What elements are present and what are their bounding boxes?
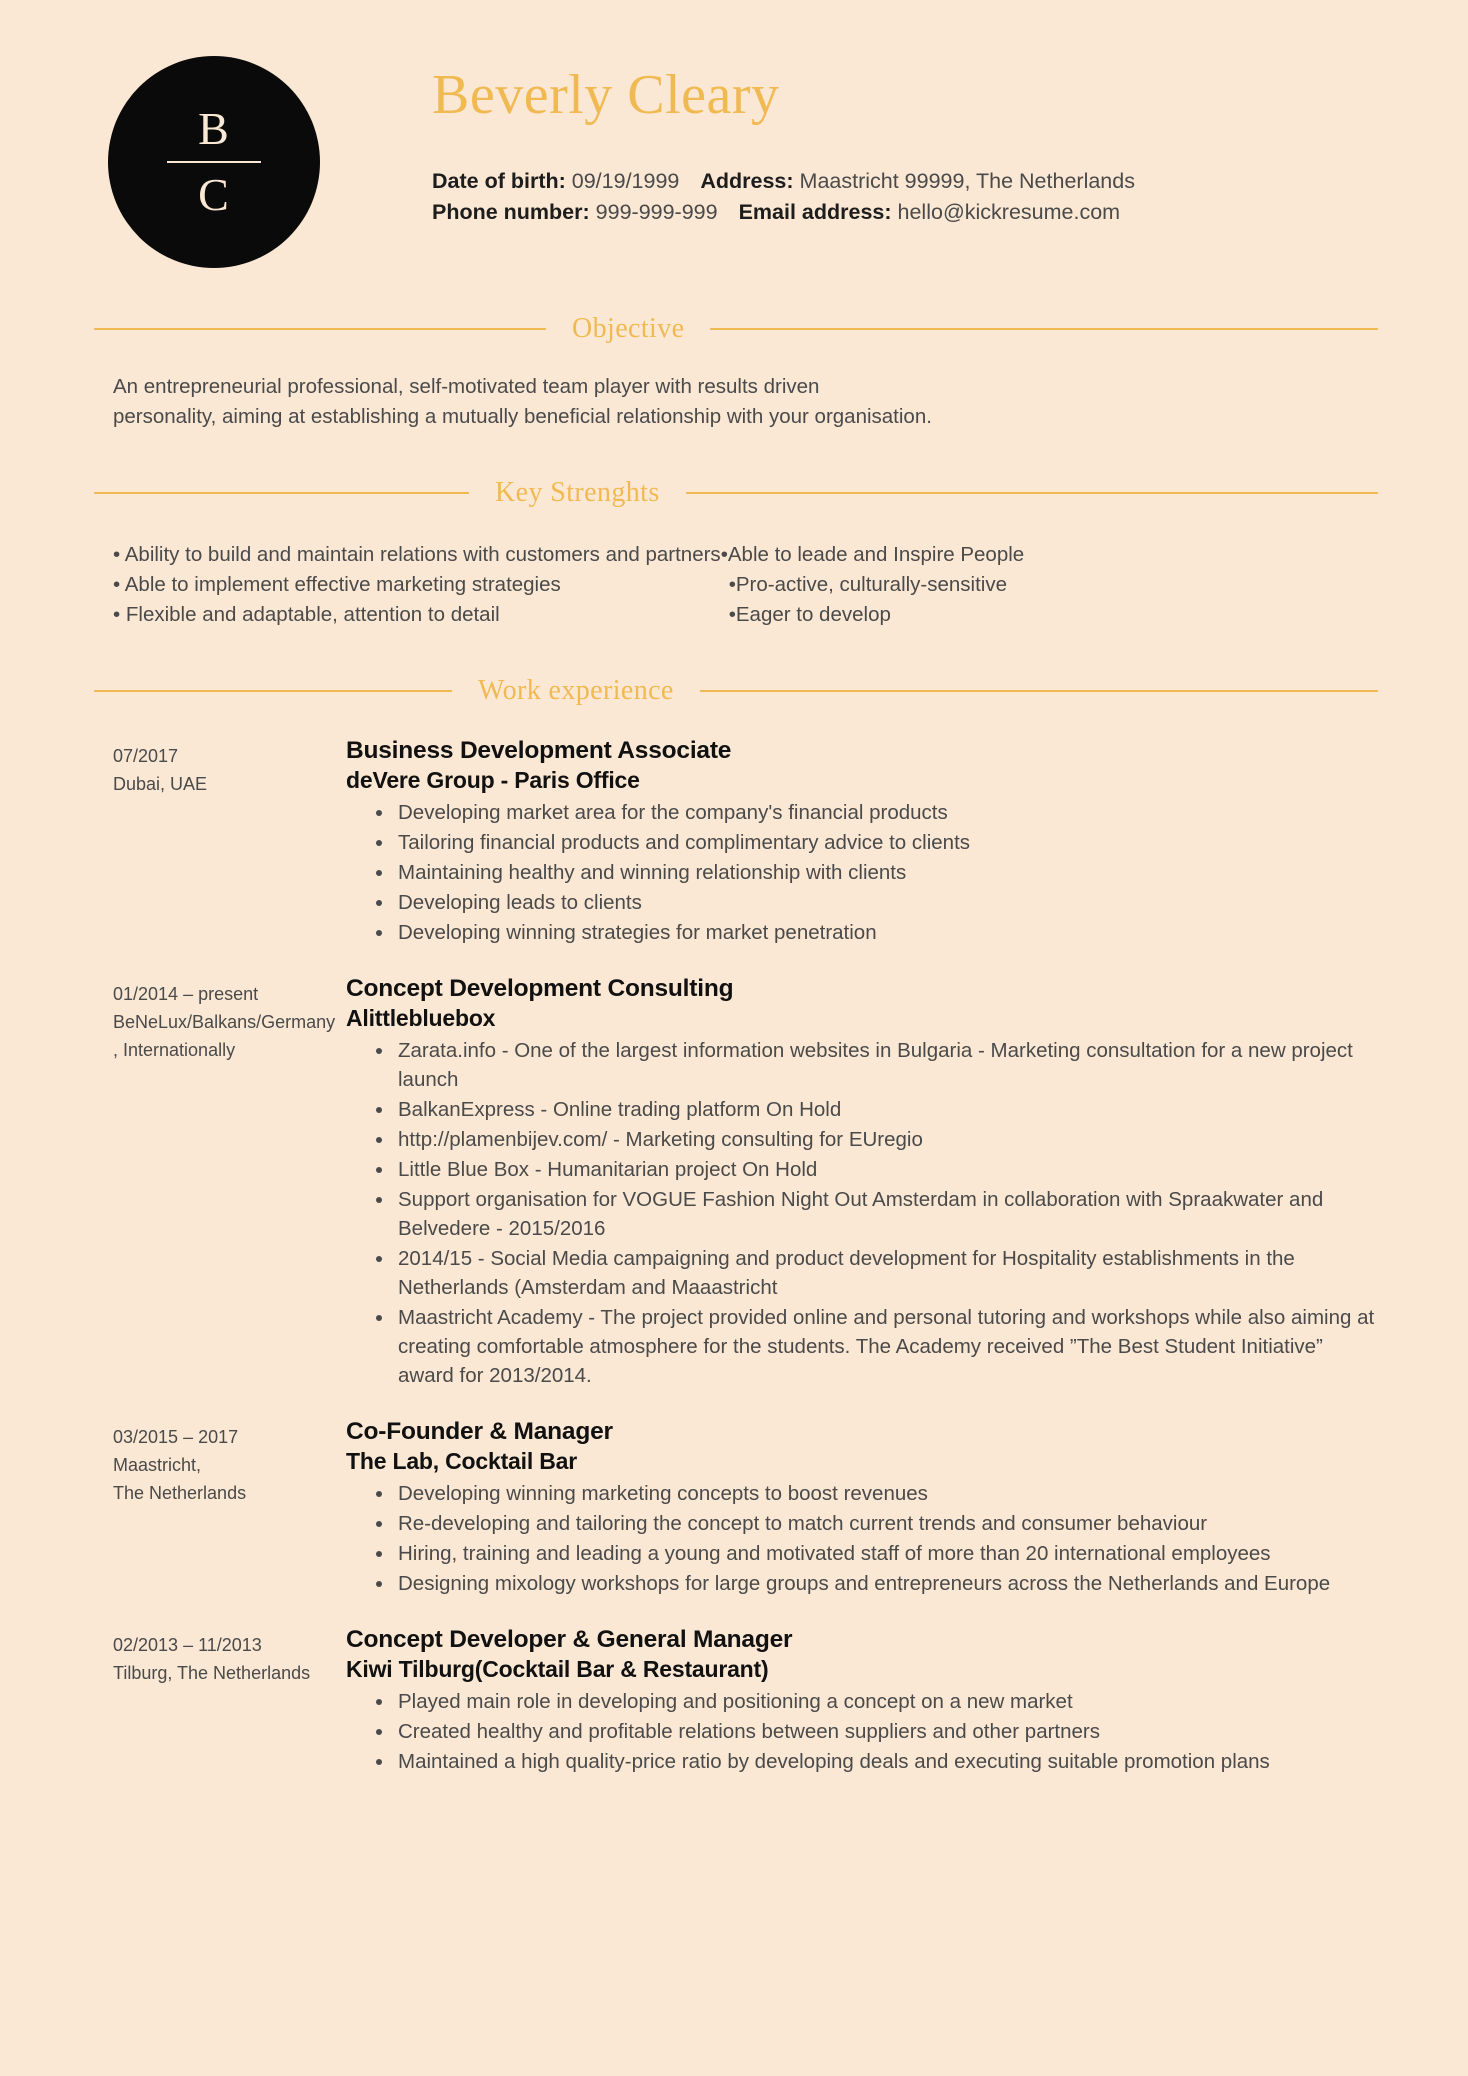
job-bullet-list (346, 1036, 1378, 1390)
key-strengths-column-right (721, 540, 1378, 630)
job-entry (113, 1417, 1378, 1599)
job-bullet: Support organisation for VOGUE Fashion Night Out Amsterdam in collaboration with Spraakwater and Belvedere - 2015/2016 (376, 1185, 1378, 1243)
job-company: The Lab, Cocktail Bar (346, 1448, 577, 1474)
job-bullet: http://plamenbijev.com/ - Marketing consulting for EUregio (376, 1125, 1378, 1154)
job-bullet: Hiring, training and leading a young and motivated staff of more than 20 international employees (376, 1539, 1378, 1568)
job-body (346, 736, 1378, 948)
objective-line-2: personality, aiming at establishing a mutually beneficial relationship with your organisation. (113, 405, 932, 428)
job-title: Co-Founder & Manager (346, 1418, 613, 1445)
job-location-line-2: The Netherlands (113, 1483, 247, 1503)
heading-rule-left (94, 690, 452, 692)
job-bullet: Developing winning strategies for market penetration (376, 918, 1378, 947)
job-location-line-1: Tilburg, The Netherlands (113, 1663, 311, 1683)
job-bullet: Developing leads to clients (376, 888, 1378, 917)
job-bullet: 2014/15 - Social Media campaigning and product development for Hospitality establishments in the Netherlands (Amsterdam and Maaastricht (376, 1244, 1378, 1302)
objective-body (0, 344, 1468, 432)
job-date: 03/2015 – 2017 (113, 1427, 239, 1447)
job-company: deVere Group - Paris Office (346, 767, 640, 793)
heading-rule-right (700, 690, 1378, 692)
job-bullet-list (346, 798, 1378, 947)
strength-item: •Pro-active, culturally-sensitive (728, 573, 1008, 596)
job-location-line-1: Maastricht, (113, 1455, 202, 1475)
job-title: Business Development Associate (346, 737, 732, 764)
key-strengths-body (0, 508, 1468, 630)
objective-line-1: An entrepreneurial professional, self-motivated team player with results driven (113, 375, 820, 398)
objective-heading-label: Objective (572, 313, 685, 344)
job-bullet: Designing mixology workshops for large groups and entrepreneurs across the Netherlands and Europe (376, 1569, 1378, 1598)
job-title: Concept Development Consulting (346, 975, 734, 1002)
email-value: hello@kickresume.com (897, 200, 1121, 224)
heading-rule-left (94, 328, 546, 330)
heading-rule-right (686, 492, 1378, 494)
job-bullet: Maastricht Academy - The project provided online and personal tutoring and workshops while also aiming at creating comfortable atmosphere for the students. The Academy received ”The Best Student Initiative” award for 2013/2014. (376, 1303, 1378, 1390)
date-of-birth-value: 09/19/1999 (571, 169, 680, 193)
phone-value: 999-999-999 (595, 200, 718, 224)
job-bullet: Little Blue Box - Humanitarian project On Hold (376, 1155, 1378, 1184)
job-title: Concept Developer & General Manager (346, 1626, 793, 1653)
address-value: Maastricht 99999, The Netherlands (799, 169, 1135, 193)
monogram-avatar (108, 56, 320, 268)
job-company: Kiwi Tilburg(Cocktail Bar & Restaurant) (346, 1656, 769, 1682)
job-location-line-1: Dubai, UAE (113, 774, 208, 794)
job-bullet: Developing winning marketing concepts to boost revenues (376, 1479, 1378, 1508)
job-meta (113, 1417, 346, 1599)
key-strengths-column-left (113, 540, 721, 630)
job-bullet: Maintaining healthy and winning relationship with clients (376, 858, 1378, 887)
job-meta (113, 1625, 346, 1777)
header-text-block (432, 56, 1135, 228)
job-date: 01/2014 – present (113, 984, 259, 1004)
job-entry (113, 974, 1378, 1391)
job-bullet: BalkanExpress - Online trading platform On Hold (376, 1095, 1378, 1124)
strength-item: • Flexible and adaptable, attention to detail (113, 603, 500, 626)
job-location-line-2: , Internationally (113, 1040, 236, 1060)
monogram-last-initial: C (198, 169, 230, 220)
job-entry (113, 736, 1378, 948)
job-body (346, 1417, 1378, 1599)
job-location-line-1: BeNeLux/Balkans/Germany (113, 1012, 336, 1032)
job-meta (113, 974, 346, 1391)
resume-header (0, 0, 1468, 268)
address-label: Address: (700, 169, 794, 193)
email-label: Email address: (738, 200, 892, 224)
date-of-birth-label: Date of birth: (432, 169, 566, 193)
job-bullet: Maintained a high quality-price ratio by developing deals and executing suitable promotion plans (376, 1747, 1378, 1776)
job-bullet: Re-developing and tailoring the concept to match current trends and consumer behaviour (376, 1509, 1378, 1538)
job-bullet: Created healthy and profitable relations between suppliers and other partners (376, 1717, 1378, 1746)
job-bullet: Developing market area for the company's financial products (376, 798, 1378, 827)
strength-item: •Eager to develop (728, 603, 891, 626)
key-strengths-heading-label: Key Strenghts (495, 477, 660, 508)
job-meta (113, 736, 346, 948)
strength-item: •Able to leade and Inspire People (720, 543, 1025, 566)
monogram-divider (167, 161, 261, 163)
job-body (346, 1625, 1378, 1777)
job-bullet-list (346, 1479, 1378, 1598)
job-entry (113, 1625, 1378, 1777)
section-heading-key-strengths (0, 478, 1468, 508)
job-company: Alittlebluebox (346, 1005, 496, 1031)
job-date: 07/2017 (113, 746, 179, 766)
strength-item: • Able to implement effective marketing strategies (113, 573, 561, 596)
work-experience-heading-label: Work experience (478, 675, 674, 706)
contact-line-1 (432, 166, 1135, 197)
work-experience-list (0, 706, 1468, 1777)
job-bullet-list (346, 1687, 1378, 1776)
candidate-name: Beverly Cleary (432, 64, 780, 126)
job-bullet: Zarata.info - One of the largest information websites in Bulgaria - Marketing consultation for a new project launch (376, 1036, 1378, 1094)
phone-label: Phone number: (432, 200, 590, 224)
contact-line-2 (432, 197, 1135, 228)
job-date: 02/2013 – 11/2013 (113, 1635, 262, 1655)
section-heading-objective (0, 314, 1468, 344)
job-body (346, 974, 1378, 1391)
heading-rule-right (710, 328, 1378, 330)
job-bullet: Tailoring financial products and complimentary advice to clients (376, 828, 1378, 857)
strength-item: • Ability to build and maintain relations with customers and partners (113, 543, 721, 566)
section-heading-work-experience (0, 676, 1468, 706)
heading-rule-left (94, 492, 469, 494)
monogram-first-initial: B (198, 103, 230, 154)
job-bullet: Played main role in developing and positioning a concept on a new market (376, 1687, 1378, 1716)
